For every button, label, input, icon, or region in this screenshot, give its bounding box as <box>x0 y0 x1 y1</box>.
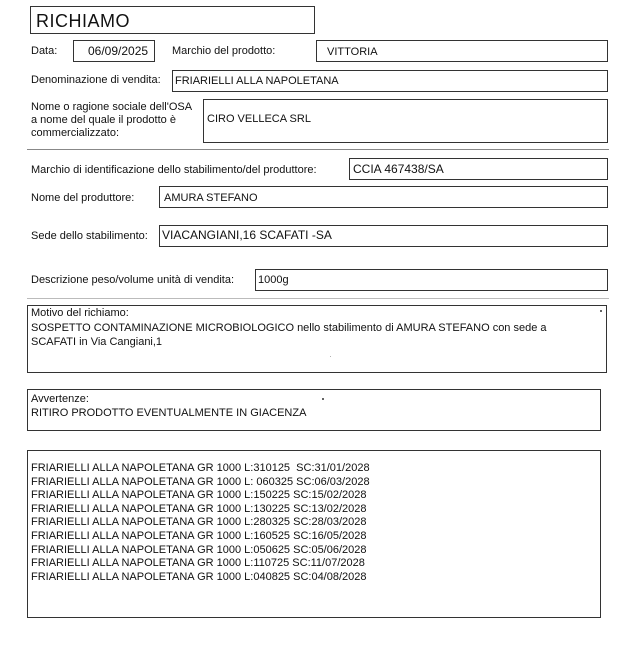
brand-label: Marchio del prodotto: <box>172 45 276 57</box>
osa-label-line-1: Nome o ragione sociale dell'OSA <box>31 101 193 113</box>
osa-label-line-3: commercializzato: <box>31 127 120 139</box>
divider <box>27 298 609 299</box>
recall-reason-label: Motivo del richiamo: <box>31 307 129 319</box>
date-value: 06/09/2025 <box>88 44 149 58</box>
weight-label: Descrizione peso/volume unità di vendita: <box>31 274 235 286</box>
lot-line: FRIARIELLI ALLA NAPOLETANA GR 1000 L:280325 SC:28/03/2028 <box>31 516 367 529</box>
brand-field <box>316 40 608 62</box>
plant-site-field <box>159 225 608 247</box>
plant-site-value: VIACANGIANI,16 SCAFATI -SA <box>162 228 332 242</box>
date-field <box>73 40 155 62</box>
speck <box>600 310 602 312</box>
title-box <box>30 6 315 34</box>
weight-field <box>255 269 608 291</box>
sales-name-value: FRIARIELLI ALLA NAPOLETANA <box>175 75 339 87</box>
page-title: RICHIAMO <box>36 11 130 31</box>
osa-label-line-2: a nome del quale il prodotto è <box>31 114 176 126</box>
speck <box>330 356 331 357</box>
id-mark-label: Marchio di identificazione dello stabilimento/del produttore: <box>31 164 317 176</box>
lot-line: FRIARIELLI ALLA NAPOLETANA GR 1000 L:130225 SC:13/02/2028 <box>31 502 367 515</box>
lot-line: FRIARIELLI ALLA NAPOLETANA GR 1000 L:040825 SC:04/08/2028 <box>31 570 367 583</box>
speck <box>322 398 324 400</box>
producer-label: Nome del produttore: <box>31 192 135 204</box>
lots-list <box>31 462 370 584</box>
sales-name-label: Denominazione di vendita: <box>31 74 161 86</box>
osa-field <box>203 99 608 143</box>
lot-line: FRIARIELLI ALLA NAPOLETANA GR 1000 L:050625 SC:05/06/2028 <box>31 543 367 556</box>
producer-field <box>159 186 608 208</box>
weight-value: 1000g <box>258 274 289 286</box>
recall-reason-box <box>27 305 607 373</box>
sales-name-field <box>172 70 608 92</box>
brand-value: VITTORIA <box>327 46 378 58</box>
lot-line: FRIARIELLI ALLA NAPOLETANA GR 1000 L:150225 SC:15/02/2028 <box>31 489 367 502</box>
plant-site-label: Sede dello stabilimento: <box>31 230 148 242</box>
warnings-label: Avvertenze: <box>31 393 89 405</box>
warnings-text: RITIRO PRODOTTO EVENTUALMENTE IN GIACENZA <box>31 407 307 419</box>
id-mark-field <box>349 158 608 180</box>
recall-reason-line-2: SCAFATI in Via Cangiani,1 <box>31 336 163 348</box>
recall-reason-line-1: SOSPETTO CONTAMINAZIONE MICROBIOLOGICO nello stabilimento di AMURA STEFANO con sede a <box>31 322 547 334</box>
divider <box>27 149 609 150</box>
date-label: Data: <box>31 45 58 57</box>
lot-line: FRIARIELLI ALLA NAPOLETANA GR 1000 L:110725 SC:11/07/2028 <box>31 557 365 570</box>
id-mark-value: CCIA 467438/SA <box>353 162 444 176</box>
warnings-box <box>27 389 601 431</box>
osa-value: CIRO VELLECA SRL <box>207 113 311 125</box>
lot-line: FRIARIELLI ALLA NAPOLETANA GR 1000 L: 060325 SC:06/03/2028 <box>31 475 370 488</box>
lot-line: FRIARIELLI ALLA NAPOLETANA GR 1000 L:310125 SC:31/01/2028 <box>31 462 370 474</box>
lot-line: FRIARIELLI ALLA NAPOLETANA GR 1000 L:160525 SC:16/05/2028 <box>31 529 367 542</box>
producer-value: AMURA STEFANO <box>164 192 258 204</box>
